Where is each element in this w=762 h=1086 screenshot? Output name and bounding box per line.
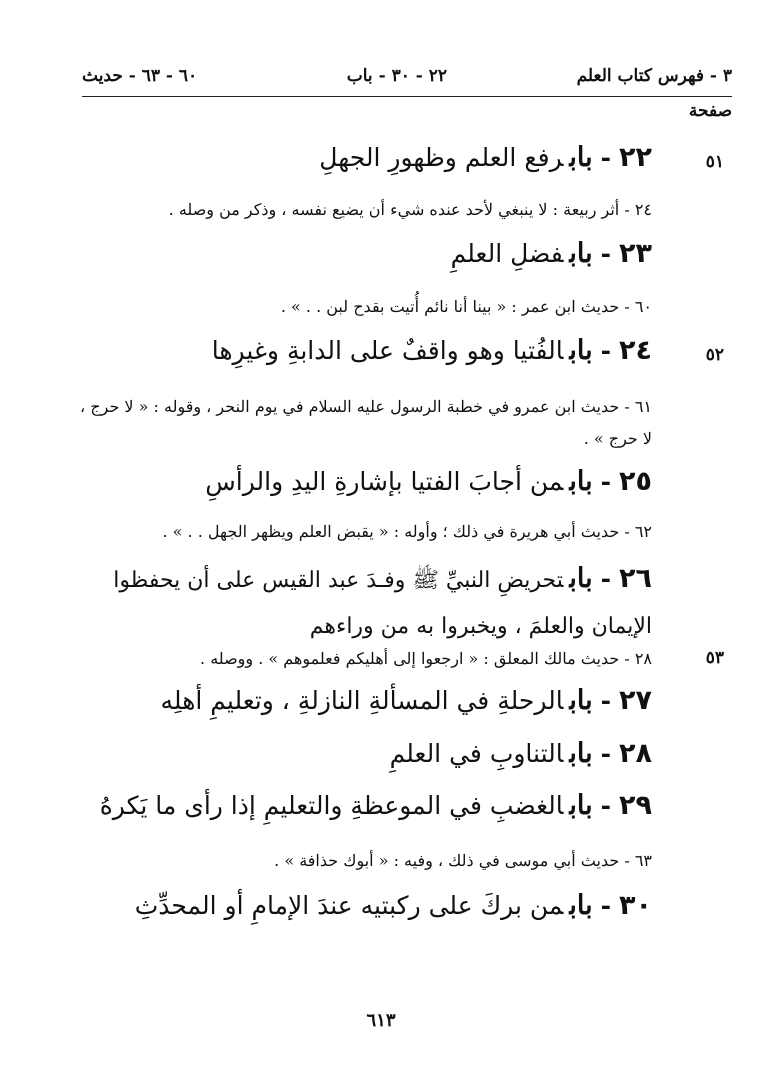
bab-entry-25 (205, 464, 652, 500)
header-chapter-title: ٣ - فهرس كتاب العلم (576, 66, 732, 86)
bab-keyword: باب (569, 685, 593, 716)
bab-entry-26 (80, 557, 652, 649)
bab-dash: - (600, 564, 612, 593)
header-bab-range: ٢٢ - ٣٠ - باب (346, 66, 447, 86)
bab-dash: - (600, 686, 612, 715)
hadith-entry-61: ٦١ - حديث ابن عمرو في خطبة الرسول عليه السلام في يوم النحر ، وقوله : « لا حرج ، لا حرج » . (80, 397, 652, 448)
bab-entry-24 (212, 333, 652, 369)
bab-keyword: باب (569, 790, 593, 821)
bab-keyword: باب (569, 238, 593, 269)
bab-entry-27 (161, 683, 652, 719)
hadith-entry-28: ٢٨ - حديث مالك المعلق : « ارجعوا إلى أهليكم فعلموهم » . ووصله . (200, 649, 652, 668)
bab-entry-30 (135, 888, 652, 924)
bab-keyword: باب (569, 466, 593, 497)
bab-keyword: باب (569, 890, 593, 921)
bab-title: تحريضِ النبيِّ ﷺ وفـدَ عبد القيس على أن يحفظوا الإيمان والعلمَ ، ويخبروا به من وراءهم (113, 568, 652, 639)
bab-entry-23 (451, 236, 652, 272)
bab-number: ٢٧ (619, 685, 652, 716)
header-hadith-range: ٦٠ - ٦٣ - حديث (82, 66, 198, 86)
bab-title: الغضبِ في الموعظةِ والتعليمِ إذا رأى ما يَكرهُ (99, 791, 564, 820)
bab-dash: - (600, 336, 612, 365)
page-ref-52: ٥٢ (705, 345, 724, 365)
bab-number: ٢٣ (619, 238, 652, 269)
hadith-entry-63: ٦٣ - حديث أبي موسى في ذلك ، وفيه : « أبوك حذافة » . (274, 851, 652, 870)
bab-entry-28 (390, 736, 652, 772)
bab-title: الفُتيا وهو واقفٌ على الدابةِ وغيرِها (211, 336, 564, 365)
bab-dash: - (600, 791, 612, 820)
page-number: ٦١٣ (366, 1010, 396, 1031)
bab-title: الرحلةِ في المسألةِ النازلةِ ، وتعليمِ أهلِه (160, 686, 564, 715)
bab-number: ٢٤ (619, 335, 652, 366)
bab-dash: - (600, 739, 612, 768)
bab-dash: - (600, 467, 612, 496)
hadith-entry-62: ٦٢ - حديث أبي هريرة في ذلك ؛ وأوله : « يقبض العلم ويظهر الجهل . . » . (162, 522, 652, 541)
bab-title: التناوبِ في العلمِ (389, 739, 564, 768)
bab-title: رفع العلم وظهورِ الجهلِ (319, 143, 564, 172)
bab-title: من بركَ على ركبتيه عندَ الإمامِ أو المحدِّثِ (134, 891, 564, 920)
page-ref-51: ٥١ (705, 152, 724, 172)
bab-dash: - (600, 143, 612, 172)
bab-number: ٢٩ (619, 790, 652, 821)
hadith-entry-24: ٢٤ - أثر ربيعة : لا ينبغي لأحد عنده شيء أن يضيع نفسه ، وذكر من وصله . (168, 200, 652, 219)
bab-keyword: باب (569, 335, 593, 366)
running-header (82, 66, 732, 94)
bab-dash: - (600, 239, 612, 268)
bab-title: من أجابَ الفتيا بإشارةِ اليدِ والرأسِ (205, 467, 564, 496)
page-ref-53: ٥٣ (705, 648, 724, 668)
bab-number: ٢٨ (619, 738, 652, 769)
hadith-entry-60: ٦٠ - حديث ابن عمر : « بينا أنا نائم أُتيت بقدح لبن . . » . (280, 297, 652, 316)
bab-number: ٢٦ (619, 563, 652, 594)
page-column-label: صفحة (688, 101, 732, 121)
bab-title: فضلِ العلمِ (450, 239, 564, 268)
bab-dash: - (600, 891, 612, 920)
bab-number: ٢٥ (619, 466, 652, 497)
bab-number: ٣٠ (619, 890, 652, 921)
bab-entry-22 (319, 140, 652, 176)
bab-keyword: باب (569, 738, 593, 769)
bab-entry-29 (100, 788, 652, 824)
header-divider (82, 96, 732, 97)
bab-number: ٢٢ (619, 142, 652, 173)
bab-keyword: باب (569, 142, 593, 173)
bab-keyword: باب (569, 563, 593, 594)
